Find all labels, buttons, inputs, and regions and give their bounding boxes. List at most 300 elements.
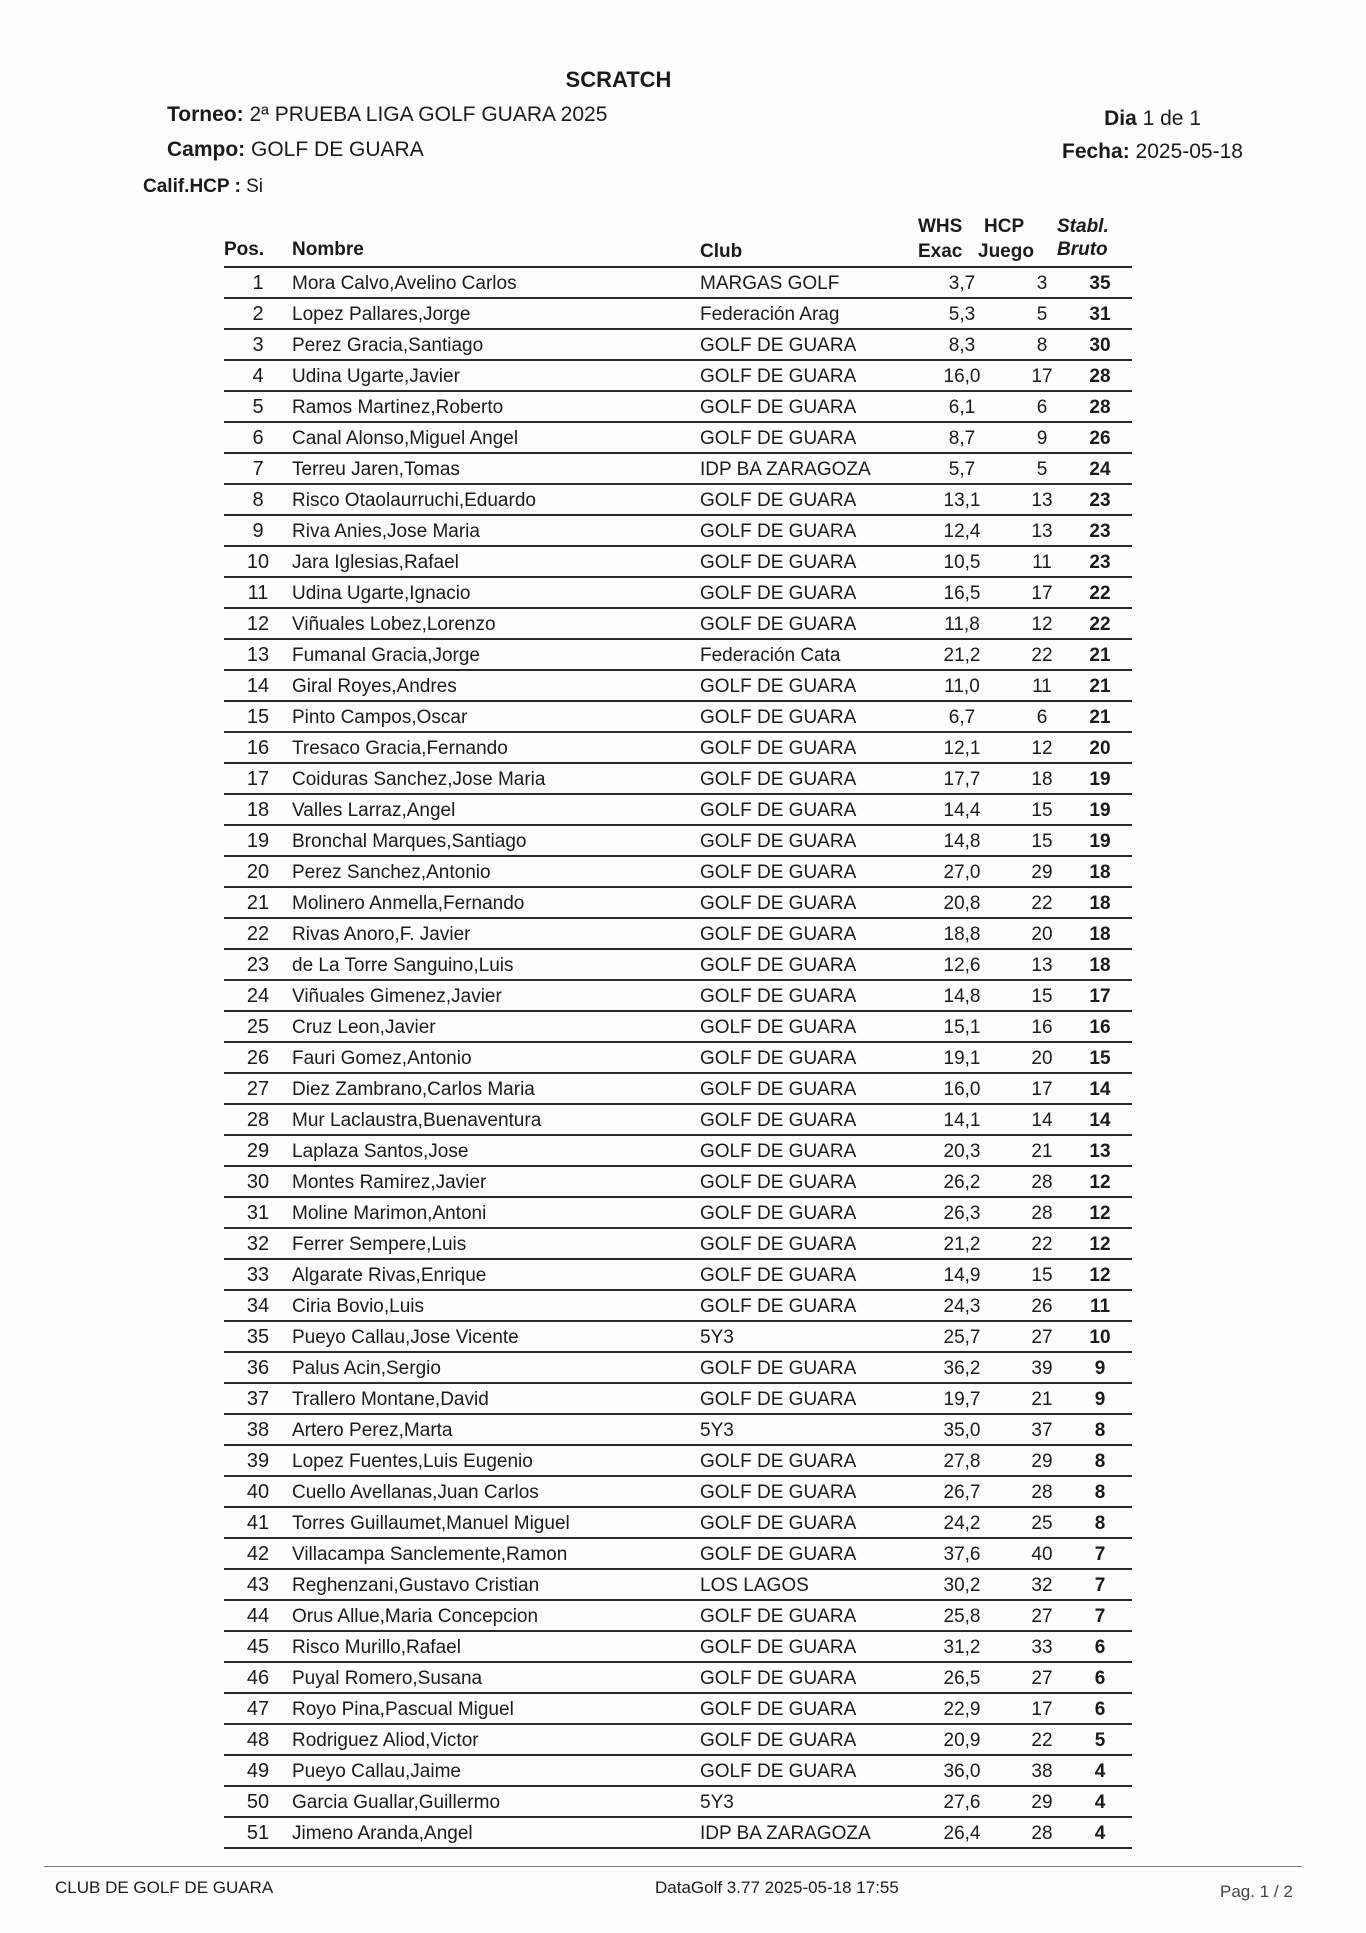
row-whs-exac: 8,7 <box>948 428 976 449</box>
row-stabl-bruto: 9 <box>1094 1389 1106 1410</box>
row-club: GOLF DE GUARA <box>700 614 857 635</box>
row-stabl-bruto: 26 <box>1089 428 1111 449</box>
row-name: Puyal Romero,Susana <box>292 1668 483 1689</box>
row-stabl-bruto: 10 <box>1089 1327 1111 1348</box>
row-hcp-juego: 21 <box>1031 1141 1053 1162</box>
row-hcp-juego: 3 <box>1036 273 1048 294</box>
row-whs-exac: 11,8 <box>944 614 980 635</box>
row-hcp-juego: 22 <box>1031 1730 1053 1751</box>
row-stabl-bruto: 8 <box>1094 1482 1106 1503</box>
row-hcp-juego: 16 <box>1031 1017 1053 1038</box>
row-whs-exac: 10,5 <box>943 552 981 573</box>
table-row <box>224 1787 1132 1818</box>
row-stabl-bruto: 14 <box>1089 1110 1111 1131</box>
table-row <box>224 857 1132 888</box>
row-pos: 23 <box>246 954 270 976</box>
table-row <box>224 640 1132 671</box>
row-hcp-juego: 17 <box>1031 1079 1053 1100</box>
row-club: GOLF DE GUARA <box>700 1637 857 1658</box>
table-row <box>224 547 1132 578</box>
row-hcp-juego: 6 <box>1036 707 1048 728</box>
row-stabl-bruto: 18 <box>1089 924 1111 945</box>
table-row <box>224 795 1132 826</box>
table-row <box>224 1446 1132 1477</box>
row-whs-exac: 16,0 <box>943 1079 981 1100</box>
row-whs-exac: 20,9 <box>943 1730 981 1751</box>
row-stabl-bruto: 19 <box>1089 831 1111 852</box>
footer-club: CLUB DE GOLF DE GUARA <box>55 1878 274 1897</box>
row-hcp-juego: 40 <box>1031 1544 1053 1565</box>
row-name: Udina Ugarte,Javier <box>292 366 460 387</box>
row-club: GOLF DE GUARA <box>700 1141 857 1162</box>
row-whs-exac: 25,8 <box>943 1606 981 1627</box>
row-hcp-juego: 22 <box>1031 1234 1053 1255</box>
row-hcp-juego: 29 <box>1031 862 1053 883</box>
row-pos: 39 <box>246 1450 270 1472</box>
row-stabl-bruto: 21 <box>1089 645 1111 666</box>
row-pos: 18 <box>246 799 270 821</box>
row-club: GOLF DE GUARA <box>700 769 857 790</box>
row-whs-exac: 36,2 <box>943 1358 981 1379</box>
row-stabl-bruto: 14 <box>1089 1079 1111 1100</box>
row-hcp-juego: 13 <box>1031 955 1053 976</box>
row-name: Ferrer Sempere,Luis <box>292 1234 467 1255</box>
row-name: de La Torre Sanguino,Luis <box>292 955 514 976</box>
row-club: GOLF DE GUARA <box>700 1451 857 1472</box>
row-club: IDP BA ZARAGOZA <box>700 1823 871 1844</box>
table-row <box>224 1570 1132 1601</box>
row-pos: 15 <box>246 706 270 728</box>
row-pos: 30 <box>246 1171 270 1193</box>
row-stabl-bruto: 4 <box>1094 1761 1106 1782</box>
row-pos: 40 <box>246 1481 270 1503</box>
row-whs-exac: 21,2 <box>943 645 981 666</box>
row-pos: 36 <box>246 1357 270 1379</box>
row-stabl-bruto: 9 <box>1094 1358 1106 1379</box>
table-row <box>224 361 1132 392</box>
row-whs-exac: 37,6 <box>943 1544 981 1565</box>
row-club: 5Y3 <box>700 1420 734 1441</box>
row-whs-exac: 27,6 <box>943 1792 981 1813</box>
row-club: GOLF DE GUARA <box>700 366 857 387</box>
col-nombre-header: Nombre <box>292 239 364 260</box>
row-whs-exac: 3,7 <box>948 273 976 294</box>
row-stabl-bruto: 28 <box>1089 366 1111 387</box>
row-club: GOLF DE GUARA <box>700 1606 857 1627</box>
row-stabl-bruto: 18 <box>1089 893 1111 914</box>
campo-line <box>167 138 424 162</box>
table-row <box>224 671 1132 702</box>
row-club: GOLF DE GUARA <box>700 552 857 573</box>
row-hcp-juego: 22 <box>1031 893 1053 914</box>
row-name: Pueyo Callau,Jaime <box>292 1761 461 1782</box>
row-pos: 37 <box>246 1388 270 1410</box>
table-row <box>224 578 1132 609</box>
row-stabl-bruto: 28 <box>1089 397 1111 418</box>
table-row <box>224 888 1132 919</box>
dia-value: 1 de 1 <box>1142 107 1201 130</box>
row-hcp-juego: 37 <box>1031 1420 1053 1441</box>
row-whs-exac: 24,3 <box>943 1296 981 1317</box>
row-pos: 12 <box>246 613 270 635</box>
row-stabl-bruto: 6 <box>1094 1637 1106 1658</box>
row-club: GOLF DE GUARA <box>700 1482 857 1503</box>
row-stabl-bruto: 8 <box>1094 1513 1106 1534</box>
table-row <box>224 1694 1132 1725</box>
row-name: Perez Sanchez,Antonio <box>292 862 491 883</box>
table-row <box>224 1260 1132 1291</box>
row-club: GOLF DE GUARA <box>700 397 857 418</box>
row-name: Orus Allue,Maria Concepcion <box>292 1606 539 1627</box>
row-club: GOLF DE GUARA <box>700 1699 857 1720</box>
row-stabl-bruto: 6 <box>1094 1668 1106 1689</box>
row-whs-exac: 19,7 <box>943 1389 981 1410</box>
row-club: GOLF DE GUARA <box>700 707 857 728</box>
table-row <box>224 950 1132 981</box>
row-stabl-bruto: 8 <box>1094 1451 1106 1472</box>
row-club: Federación Arag <box>700 304 840 325</box>
table-row <box>224 1136 1132 1167</box>
row-hcp-juego: 20 <box>1031 1048 1053 1069</box>
row-name: Algarate Rivas,Enrique <box>292 1265 487 1286</box>
table-row <box>224 1632 1132 1663</box>
row-pos: 34 <box>246 1295 270 1317</box>
table-row <box>224 1539 1132 1570</box>
row-name: Udina Ugarte,Ignacio <box>292 583 471 604</box>
row-pos: 51 <box>246 1822 270 1844</box>
row-hcp-juego: 28 <box>1031 1203 1053 1224</box>
row-club: GOLF DE GUARA <box>700 1265 857 1286</box>
row-name: Villacampa Sanclemente,Ramon <box>292 1544 568 1565</box>
row-club: GOLF DE GUARA <box>700 1668 857 1689</box>
row-pos: 42 <box>246 1543 270 1565</box>
row-pos: 28 <box>246 1109 270 1131</box>
row-stabl-bruto: 23 <box>1089 552 1111 573</box>
row-whs-exac: 26,7 <box>943 1482 981 1503</box>
row-name: Mur Laclaustra,Buenaventura <box>292 1110 542 1131</box>
row-name: Coiduras Sanchez,Jose Maria <box>292 769 546 790</box>
row-name: Risco Otaolaurruchi,Eduardo <box>292 490 536 511</box>
row-pos: 26 <box>246 1047 270 1069</box>
row-club: GOLF DE GUARA <box>700 1079 857 1100</box>
row-hcp-juego: 15 <box>1031 800 1053 821</box>
row-stabl-bruto: 18 <box>1089 862 1111 883</box>
row-name: Artero Perez,Marta <box>292 1420 453 1441</box>
row-name: Risco Murillo,Rafael <box>292 1637 461 1658</box>
row-stabl-bruto: 17 <box>1089 986 1111 1007</box>
col-hcp-header-bottom: Juego <box>978 241 1034 262</box>
row-club: Federación Cata <box>700 645 841 666</box>
row-hcp-juego: 8 <box>1036 335 1048 356</box>
table-row <box>224 1353 1132 1384</box>
row-name: Royo Pina,Pascual Miguel <box>292 1699 514 1720</box>
row-pos: 46 <box>246 1667 270 1689</box>
row-hcp-juego: 32 <box>1031 1575 1053 1596</box>
row-club: GOLF DE GUARA <box>700 1110 857 1131</box>
row-hcp-juego: 17 <box>1031 366 1053 387</box>
row-whs-exac: 20,3 <box>943 1141 981 1162</box>
row-hcp-juego: 14 <box>1031 1110 1053 1131</box>
row-pos: 49 <box>246 1760 270 1782</box>
row-club: LOS LAGOS <box>700 1575 809 1596</box>
row-club: MARGAS GOLF <box>700 273 840 294</box>
row-stabl-bruto: 12 <box>1089 1203 1111 1224</box>
table-row <box>224 454 1132 485</box>
row-whs-exac: 12,6 <box>943 955 981 976</box>
row-stabl-bruto: 15 <box>1089 1048 1111 1069</box>
row-hcp-juego: 13 <box>1031 490 1053 511</box>
row-name: Fauri Gomez,Antonio <box>292 1048 472 1069</box>
row-whs-exac: 27,8 <box>943 1451 981 1472</box>
row-whs-exac: 22,9 <box>943 1699 981 1720</box>
table-row <box>224 1415 1132 1446</box>
row-pos: 11 <box>247 582 269 604</box>
row-club: 5Y3 <box>700 1792 734 1813</box>
row-hcp-juego: 9 <box>1036 428 1048 449</box>
table-row <box>224 1012 1132 1043</box>
row-stabl-bruto: 30 <box>1089 335 1111 356</box>
row-pos: 31 <box>246 1202 270 1224</box>
row-whs-exac: 5,7 <box>948 459 976 480</box>
row-whs-exac: 20,8 <box>943 893 981 914</box>
row-club: GOLF DE GUARA <box>700 1389 857 1410</box>
row-whs-exac: 13,1 <box>943 490 981 511</box>
footer-software: DataGolf 3.77 2025-05-18 17:55 <box>655 1878 899 1897</box>
row-name: Diez Zambrano,Carlos Maria <box>292 1079 535 1100</box>
row-club: GOLF DE GUARA <box>700 335 857 356</box>
row-hcp-juego: 38 <box>1031 1761 1053 1782</box>
row-pos: 35 <box>246 1326 270 1348</box>
table-row <box>224 299 1132 330</box>
row-club: GOLF DE GUARA <box>700 1358 857 1379</box>
row-pos: 44 <box>246 1605 270 1627</box>
row-name: Ciria Bovio,Luis <box>292 1296 424 1317</box>
row-club: GOLF DE GUARA <box>700 428 857 449</box>
row-pos: 48 <box>246 1729 270 1751</box>
row-hcp-juego: 28 <box>1031 1172 1053 1193</box>
row-club: GOLF DE GUARA <box>700 1048 857 1069</box>
row-name: Giral Royes,Andres <box>292 676 457 697</box>
row-name: Riva Anies,Jose Maria <box>292 521 480 542</box>
row-stabl-bruto: 21 <box>1089 707 1111 728</box>
row-pos: 9 <box>252 520 264 542</box>
row-name: Canal Alonso,Miguel Angel <box>292 428 519 449</box>
table-row <box>224 1322 1132 1353</box>
row-whs-exac: 35,0 <box>943 1420 981 1441</box>
row-pos: 25 <box>246 1016 270 1038</box>
row-name: Trallero Montane,David <box>292 1389 489 1410</box>
table-row <box>224 1756 1132 1787</box>
row-stabl-bruto: 12 <box>1089 1234 1111 1255</box>
row-whs-exac: 11,0 <box>944 676 980 697</box>
row-whs-exac: 26,3 <box>943 1203 981 1224</box>
row-pos: 27 <box>246 1078 270 1100</box>
row-whs-exac: 14,8 <box>943 831 981 852</box>
row-pos: 21 <box>246 892 270 914</box>
row-club: 5Y3 <box>700 1327 734 1348</box>
row-name: Ramos Martinez,Roberto <box>292 397 504 418</box>
row-stabl-bruto: 18 <box>1089 955 1111 976</box>
row-pos: 45 <box>246 1636 270 1658</box>
table-row <box>224 733 1132 764</box>
report-title: SCRATCH <box>565 67 672 92</box>
table-row <box>224 919 1132 950</box>
row-name: Viñuales Gimenez,Javier <box>292 986 502 1007</box>
row-club: GOLF DE GUARA <box>700 924 857 945</box>
row-whs-exac: 8,3 <box>948 335 976 356</box>
row-hcp-juego: 20 <box>1031 924 1053 945</box>
row-hcp-juego: 27 <box>1031 1606 1053 1627</box>
row-pos: 8 <box>252 489 264 511</box>
row-club: GOLF DE GUARA <box>700 1296 857 1317</box>
row-whs-exac: 31,2 <box>943 1637 981 1658</box>
row-whs-exac: 25,7 <box>943 1327 981 1348</box>
row-club: GOLF DE GUARA <box>700 1544 857 1565</box>
row-pos: 6 <box>252 427 264 449</box>
row-club: GOLF DE GUARA <box>700 800 857 821</box>
row-name: Tresaco Gracia,Fernando <box>292 738 508 759</box>
table-row <box>224 1074 1132 1105</box>
row-pos: 50 <box>246 1791 270 1813</box>
table-row <box>224 1508 1132 1539</box>
row-hcp-juego: 22 <box>1031 645 1053 666</box>
row-name: Laplaza Santos,Jose <box>292 1141 469 1162</box>
row-name: Bronchal Marques,Santiago <box>292 831 527 852</box>
row-club: GOLF DE GUARA <box>700 1730 857 1751</box>
row-pos: 24 <box>246 985 270 1007</box>
row-hcp-juego: 29 <box>1031 1792 1053 1813</box>
row-name: Pueyo Callau,Jose Vicente <box>292 1327 519 1348</box>
row-pos: 16 <box>246 737 270 759</box>
row-hcp-juego: 18 <box>1031 769 1053 790</box>
table-row <box>224 1725 1132 1756</box>
row-pos: 7 <box>252 458 264 480</box>
row-name: Cuello Avellanas,Juan Carlos <box>292 1482 539 1503</box>
row-pos: 19 <box>246 830 270 852</box>
calif-line <box>143 176 263 198</box>
table-row <box>224 1477 1132 1508</box>
row-name: Pinto Campos,Oscar <box>292 707 468 728</box>
row-club: GOLF DE GUARA <box>700 1017 857 1038</box>
calif-label: Calif.HCP : <box>143 176 241 197</box>
row-hcp-juego: 5 <box>1036 459 1048 480</box>
row-stabl-bruto: 24 <box>1089 459 1111 480</box>
col-bruto-header-top: Stabl. <box>1057 216 1109 237</box>
row-whs-exac: 26,5 <box>943 1668 981 1689</box>
table-row <box>224 1384 1132 1415</box>
row-hcp-juego: 12 <box>1031 738 1053 759</box>
row-whs-exac: 14,9 <box>943 1265 981 1286</box>
row-stabl-bruto: 4 <box>1094 1792 1106 1813</box>
row-hcp-juego: 33 <box>1031 1637 1053 1658</box>
footer-rule <box>44 1866 1302 1867</box>
row-pos: 1 <box>252 272 264 294</box>
row-pos: 5 <box>252 396 264 418</box>
row-stabl-bruto: 20 <box>1089 738 1111 759</box>
row-hcp-juego: 28 <box>1031 1482 1053 1503</box>
row-whs-exac: 17,7 <box>943 769 981 790</box>
row-hcp-juego: 17 <box>1031 583 1053 604</box>
row-hcp-juego: 15 <box>1031 1265 1053 1286</box>
torneo-label: Torneo: <box>167 103 244 126</box>
col-whs-header-bottom: Exac <box>918 241 963 262</box>
row-pos: 41 <box>246 1512 270 1534</box>
row-pos: 22 <box>246 923 270 945</box>
row-hcp-juego: 6 <box>1036 397 1048 418</box>
row-hcp-juego: 15 <box>1031 986 1053 1007</box>
row-hcp-juego: 29 <box>1031 1451 1053 1472</box>
row-pos: 2 <box>252 303 264 325</box>
row-club: GOLF DE GUARA <box>700 831 857 852</box>
row-pos: 3 <box>252 334 264 356</box>
row-stabl-bruto: 22 <box>1089 614 1111 635</box>
row-name: Lopez Fuentes,Luis Eugenio <box>292 1451 533 1472</box>
row-hcp-juego: 21 <box>1031 1389 1053 1410</box>
row-whs-exac: 19,1 <box>943 1048 981 1069</box>
row-name: Molinero Anmella,Fernando <box>292 893 525 914</box>
fecha-line <box>1062 140 1262 164</box>
row-pos: 13 <box>246 644 270 666</box>
row-stabl-bruto: 13 <box>1089 1141 1111 1162</box>
table-row <box>224 516 1132 547</box>
row-hcp-juego: 11 <box>1032 552 1052 573</box>
row-hcp-juego: 26 <box>1031 1296 1053 1317</box>
row-name: Garcia Guallar,Guillermo <box>292 1792 501 1813</box>
row-name: Palus Acin,Sergio <box>292 1358 441 1379</box>
row-stabl-bruto: 21 <box>1089 676 1111 697</box>
row-whs-exac: 36,0 <box>943 1761 981 1782</box>
row-pos: 47 <box>246 1698 270 1720</box>
row-hcp-juego: 28 <box>1031 1823 1053 1844</box>
row-name: Cruz Leon,Javier <box>292 1017 436 1038</box>
torneo-value: 2ª PRUEBA LIGA GOLF GUARA 2025 <box>249 103 608 126</box>
row-stabl-bruto: 35 <box>1089 273 1111 294</box>
table-row <box>224 981 1132 1012</box>
row-pos: 29 <box>246 1140 270 1162</box>
row-pos: 14 <box>246 675 270 697</box>
row-name: Torres Guillaumet,Manuel Miguel <box>292 1513 570 1534</box>
row-stabl-bruto: 12 <box>1089 1172 1111 1193</box>
row-stabl-bruto: 12 <box>1089 1265 1111 1286</box>
row-whs-exac: 26,2 <box>943 1172 981 1193</box>
row-club: GOLF DE GUARA <box>700 738 857 759</box>
footer-page: Pag. 1 / 2 <box>1220 1882 1293 1901</box>
table-row <box>224 1291 1132 1322</box>
row-stabl-bruto: 11 <box>1089 1296 1111 1317</box>
row-hcp-juego: 27 <box>1031 1668 1053 1689</box>
row-stabl-bruto: 23 <box>1089 490 1111 511</box>
fecha-value: 2025-05-18 <box>1135 140 1243 163</box>
row-name: Fumanal Gracia,Jorge <box>292 645 480 666</box>
row-stabl-bruto: 7 <box>1094 1544 1106 1565</box>
row-whs-exac: 16,0 <box>943 366 981 387</box>
campo-value: GOLF DE GUARA <box>251 138 424 161</box>
row-stabl-bruto: 6 <box>1094 1699 1106 1720</box>
table-row <box>224 1198 1132 1229</box>
row-whs-exac: 14,4 <box>943 800 981 821</box>
dia-label: Dia <box>1104 107 1137 130</box>
row-whs-exac: 21,2 <box>943 1234 981 1255</box>
row-pos: 38 <box>246 1419 270 1441</box>
table-row <box>224 1105 1132 1136</box>
row-club: GOLF DE GUARA <box>700 1234 857 1255</box>
table-row <box>224 1818 1132 1849</box>
table-row <box>224 268 1132 299</box>
row-stabl-bruto: 4 <box>1094 1823 1106 1844</box>
row-club: GOLF DE GUARA <box>700 986 857 1007</box>
row-whs-exac: 14,1 <box>943 1110 981 1131</box>
row-whs-exac: 24,2 <box>943 1513 981 1534</box>
